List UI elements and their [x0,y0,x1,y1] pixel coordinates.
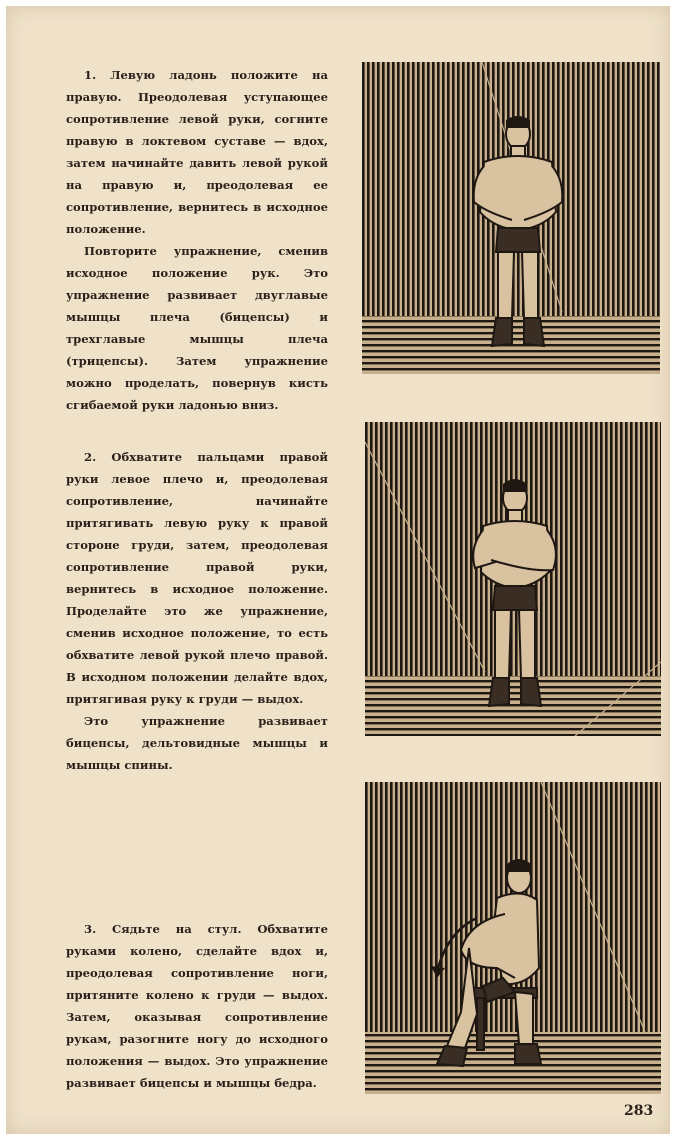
exercise-3-text [66,918,328,1094]
exercise-2-text [66,446,328,776]
book-page [6,6,670,1134]
arm-across-chest-figure [365,422,661,736]
seated-knee-pull-figure [365,782,661,1094]
exercise-1-paragraph-2: Повторите упражнение, сменив исходное положение рук. Это упражнение развивает двуглавые мышцы плеча (бицепсы) и трехглавые мышцы плеча (трицепсы). Затем упражнение можно проделать, повернув кисть сгибаемой руки ладонью вниз. [66,244,328,412]
page-number: 283 [624,1103,654,1119]
exercise-2-paragraph-1: 2. Обхватите пальцами правой руки левое плечо и, преодолевая сопротивление, начинайте притягивать левую руку к правой стороне груди, затем, преодолевая сопротивление правой руки, вернитесь в исходное положение. Проделайте это же упражнение, сменив исходное положение, то есть обхватите левой рукой плечо правой. В исходном положении делайте вдох, притягивая руку к груди — выдох. [66,450,328,706]
standing-palm-press-figure [362,62,660,374]
exercise-1-text [66,64,328,416]
illustration-seated-knee-pull [365,782,661,1094]
exercise-2-paragraph-2: Это упражнение развивает бицепсы, дельтовидные мышцы и мышцы спины. [66,714,328,772]
illustration-standing-palm-press [362,62,660,374]
exercise-1-paragraph-1: 1. Левую ладонь положите на правую. Преодолевая уступающее сопротивление левой руки, согните правую в локтевом суставе — вдох, затем начинайте давить левой рукой на правую и, преодолевая ее сопротивление, вернитесь в исходное положение. [66,68,328,236]
illustration-arm-across-chest [365,422,661,736]
exercise-3-paragraph-1: 3. Сядьте на стул. Обхватите руками колено, сделайте вдох и, преодолевая сопротивление ноги, притяните колено к груди — выдох. Затем, оказывая сопротивление рукам, разогните ногу до исходного положения — выдох. Это упражнение развивает бицепсы и мышцы бедра. [66,922,328,1090]
